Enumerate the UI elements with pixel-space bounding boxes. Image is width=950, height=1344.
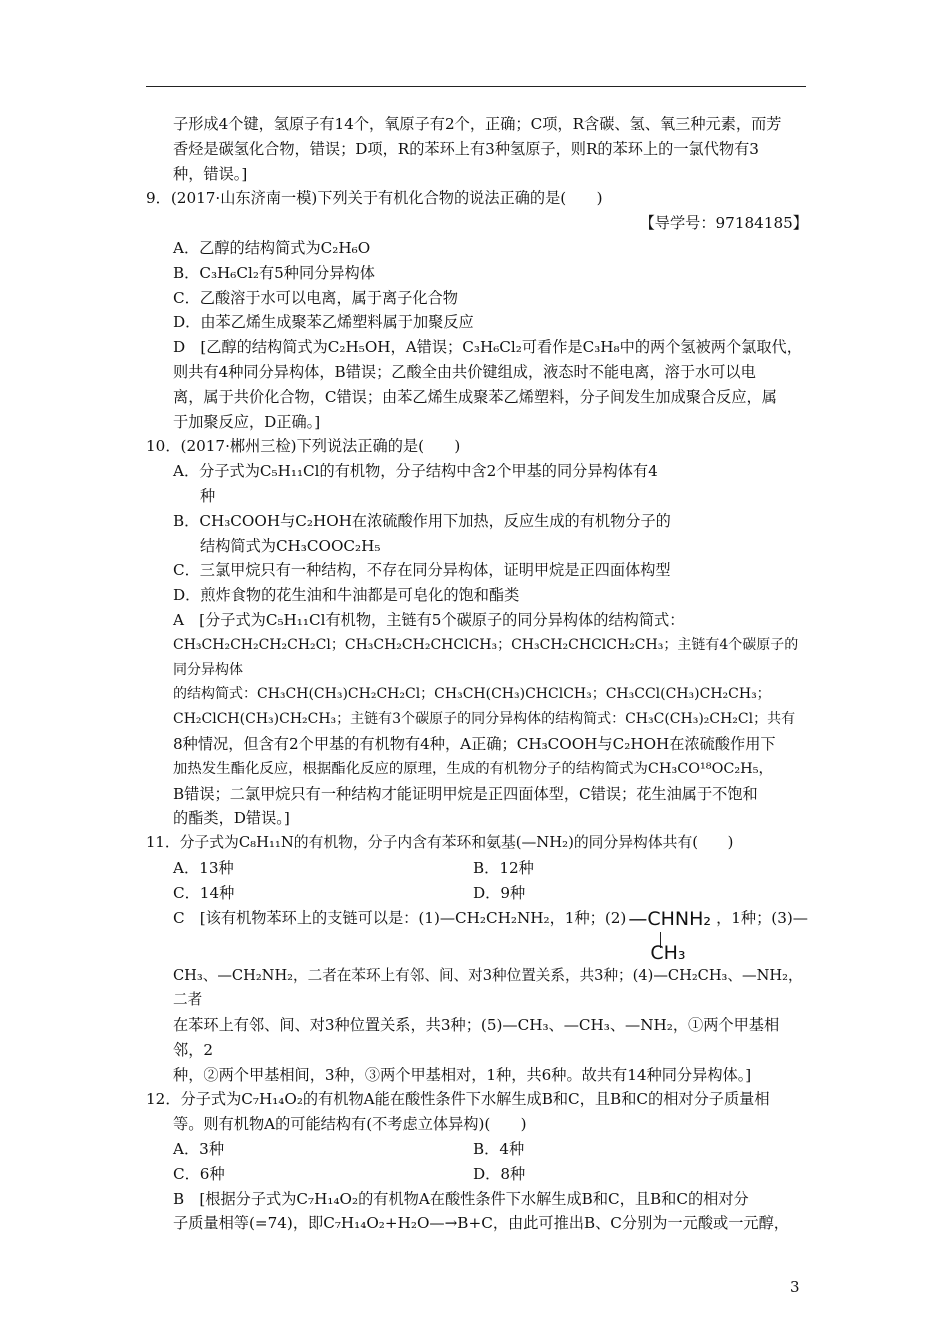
solution-line: 种，②两个甲基相间，3种，③两个甲基相对，1种，共6种。故共有14种同分异构体。] [173, 1065, 752, 1084]
solution-line: 8种情况，但含有2个甲基的有机物有4种，A正确；CH₃COOH与C₂HOH在浓硫酸作用下 [173, 734, 776, 753]
text-line: 香烃是碳氢化合物，错误；D项，R的苯环上有3种氢原子，则R的苯环上的一氯代物有3 [173, 139, 759, 158]
header-rule [146, 86, 806, 87]
solution-line: D [乙醇的结构简式为C₂H₅OH，A错误；C₃H₆Cl₂可看作是C₃H₈中的两个氢被两个氯取代， [173, 338, 802, 357]
question-10: 10．(2017·郴州三检)下列说法正确的是( ) [146, 437, 461, 456]
solution-line: B [根据分子式为C₇H₁₄O₂的有机物A在酸性条件下水解生成B和C，且B和C的相对分 [173, 1189, 749, 1208]
solution-line: CH₃CH₂CH₂CH₂CH₂Cl；CH₃CH₂CH₂CHClCH₃；CH₃CH₂CHClCH₂CH₃；主链有4个碳原子的同分异构体 [173, 636, 799, 678]
options-row [146, 1162, 808, 1187]
solution-line: CH₂ClCH(CH₃)CH₂CH₃；主链有3个碳原子的同分异构体的结构简式：CH₃C(CH₃)₂CH₂Cl；共有 [173, 711, 796, 728]
solution-line: ，1种；(3)— [716, 908, 808, 927]
option-a: A．3种 [173, 1140, 225, 1159]
option-b: B．4种 [473, 1140, 525, 1159]
solution-line: 子质量相等(=74)，即C₇H₁₄O₂+H₂O—→B+C，由此可推出B、C分别为一元酸或一元醇， [173, 1214, 789, 1233]
option-a: A．13种 [173, 858, 234, 877]
option-a: A．分子式为C₅H₁₁Cl的有机物，分子结构中含2个甲基的同分异构体有4 [173, 462, 658, 481]
option-c: C．三氯甲烷只有一种结构，不存在同分异构体，证明甲烷是正四面体构型 [173, 561, 671, 580]
solution-line: 于加聚反应，D正确。] [173, 412, 321, 431]
solution-line: B错误；二氯甲烷只有一种结构才能证明甲烷是正四面体型，C错误；花生油属于不饱和 [173, 784, 758, 803]
option-b-cont: 结构简式为CH₃COOC₂H₅ [200, 536, 381, 555]
option-d: D．9种 [473, 883, 526, 902]
solution-line: A [分子式为C₅H₁₁Cl有机物，主链有5个碳原子的同分异构体的结构简式： [173, 610, 685, 629]
structure-methyl: CH₃ [650, 941, 686, 964]
solution-line: 的结构简式：CH₃CH(CH₃)CH₂CH₂Cl；CH₃CH(CH₃)CHClCH₃；CH₃CCl(CH₃)CH₂CH₃； [173, 686, 771, 703]
option-a-cont: 种 [200, 486, 216, 505]
solution-structure-line [146, 906, 808, 964]
options-row [146, 1137, 808, 1162]
option-d: D．8种 [473, 1164, 526, 1183]
question-12-cont: 等。则有机物A的可能结构有(不考虑立体异构)( ) [173, 1115, 527, 1134]
option-a: A．乙醇的结构简式为C₂H₆O [173, 238, 371, 257]
document-body [146, 112, 808, 1236]
solution-line: 则共有4种同分异构体，B错误；乙酸全由共价键组成，液态时不能电离，溶于水可以电 [173, 362, 756, 381]
option-c: C．14种 [173, 883, 235, 902]
structure-main-chain: —CHNH₂ [628, 907, 711, 930]
solution-line: C [该有机物苯环上的支链可以是：(1)—CH₂CH₂NH₂，1种；(2) [173, 908, 627, 927]
text-line: 种，错误。] [173, 164, 248, 183]
chemical-structure [628, 906, 716, 964]
question-9: 9．(2017·山东济南一模)下列关于有机化合物的说法正确的是( ) [146, 189, 603, 208]
solution-line: CH₃、—CH₂NH₂，二者在苯环上有邻、间、对3种位置关系，共3种；(4)—CH₂CH₃、—NH₂，二者 [173, 966, 803, 1009]
options-row [146, 881, 808, 906]
option-c: C．乙酸溶于水可以电离，属于离子化合物 [173, 288, 458, 307]
option-b: B．C₃H₆Cl₂有5种同分异构体 [173, 263, 375, 282]
guide-number: 【导学号：97184185】 [639, 214, 808, 233]
question-11: 11．分子式为C₈H₁₁N的有机物，分子内含有苯环和氨基(—NH₂)的同分异构体共有( ) [146, 834, 734, 852]
text-line: 子形成4个键，氢原子有14个，氧原子有2个，正确；C项，R含碳、氢、氧三种元素，而芳 [173, 115, 782, 133]
solution-line: 的酯类，D错误。] [173, 809, 290, 828]
option-c: C．6种 [173, 1164, 225, 1183]
solution-line: 离，属于共价化合物，C错误；由苯乙烯生成聚苯乙烯塑料，分子间发生加成聚合反应，属 [173, 387, 777, 406]
option-d: D．煎炸食物的花生油和牛油都是可皂化的饱和酯类 [173, 586, 520, 605]
option-b: B．12种 [473, 858, 534, 877]
option-d: D．由苯乙烯生成聚苯乙烯塑料属于加聚反应 [173, 313, 474, 332]
option-b: B．CH₃COOH与C₂HOH在浓硫酸作用下加热，反应生成的有机物分子的 [173, 511, 671, 530]
solution-line: 在苯环上有邻、间、对3种位置关系，共3种；(5)—CH₃、—CH₃、—NH₂，①两个甲基相邻，2 [173, 1016, 780, 1059]
options-row [146, 856, 808, 881]
solution-line: 加热发生酯化反应，根据酯化反应的原理，生成的有机物分子的结构简式为CH₃CO¹⁸OC₂H₅， [173, 760, 773, 777]
question-12: 12．分子式为C₇H₁₄O₂的有机物A能在酸性条件下水解生成B和C，且B和C的相对分子质量相 [146, 1090, 770, 1109]
page-number: 3 [790, 1278, 800, 1296]
